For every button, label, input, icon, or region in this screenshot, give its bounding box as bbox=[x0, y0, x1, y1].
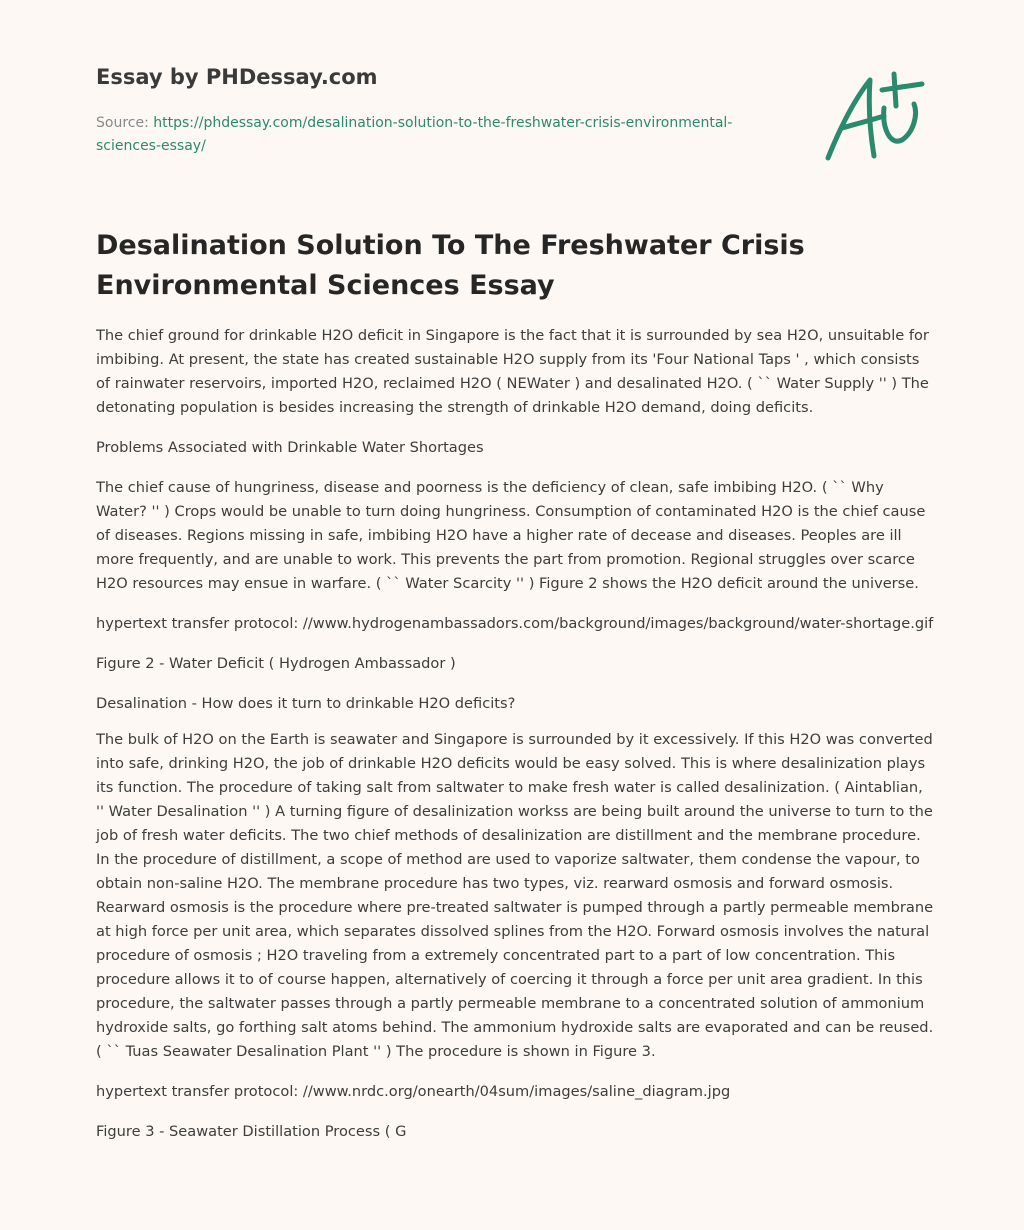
source-line bbox=[96, 112, 736, 158]
source-link[interactable]: https://phdessay.com/desalination-solution-to-the-freshwater-crisis-environmental-sciences-essay/ bbox=[96, 115, 733, 154]
essay-title: Desalination Solution To The Freshwater Crisis Environmental Sciences Essay bbox=[96, 230, 805, 301]
a-plus-logo-icon bbox=[818, 66, 930, 166]
figure-2-caption: Figure 2 - Water Deficit ( Hydrogen Ambassador ) bbox=[96, 655, 456, 672]
page-header bbox=[96, 62, 796, 158]
figure-3-url: hypertext transfer protocol: //www.nrdc.org/onearth/04sum/images/saline_diagram.jpg bbox=[96, 1083, 731, 1100]
source-label: Source: bbox=[96, 115, 154, 131]
paragraph-problems: The chief cause of hungriness, disease and poorness is the deficiency of clean, safe imbibing H2O. ( `` Why Water? '' ) Crops would be unable to turn doing hungriness. Consumption of contaminated H2O is the chief cause of diseases. Regions missing in safe, imbibing H2O have a higher rate of decease and diseases. Peoples are ill more frequently, and are unable to work. This prevents the part from promotion. Regional struggles over scarce H2O resources may ensue in warfare. ( `` Water Scarcity '' ) Figure 2 shows the H2O deficit around the universe. bbox=[96, 479, 926, 592]
figure-2-url: hypertext transfer protocol: //www.hydrogenambassadors.com/background/images/background/water-shortage.gif bbox=[96, 615, 934, 632]
brand-title: Essay by PHDessay.com bbox=[96, 65, 378, 89]
figure-3-caption: Figure 3 - Seawater Distillation Process ( G bbox=[96, 1123, 407, 1140]
paragraph-desalination: The bulk of H2O on the Earth is seawater and Singapore is surrounded by it excessively. If this H2O was converted into safe, drinking H2O, the job of drinkable H2O deficits would be easy solved. This is where desalinization plays its function. The procedure of taking salt from saltwater to make fresh water is called desalinization. ( Aintablian, '' Water Desalination '' ) A turning figure of desalinization workss are being built around the universe to turn to the job of fresh water deficits. The two chief methods of desalinization are distillment and the membrane procedure. In the procedure of distillment, a scope of method are used to vaporize saltwater, them condense the vapour, to obtain non-saline H2O. The membrane procedure has two types, viz. rearward osmosis and forward osmosis. Rearward osmosis is the procedure where pre-treated saltwater is pumped through a partly permeable membrane at high force per unit area, which separates dissolved splines from the H2O. Forward osmosis involves the natural procedure of osmosis ; H2O traveling from a extremely concentrated part to a part of low concentration. This procedure allows it to of course happen, alternatively of coercing it through a force per unit area gradient. In this procedure, the saltwater passes through a partly permeable membrane to a concentrated solution of ammonium hydroxide salts, go forthing salt atoms behind. The ammonium hydroxide salts are evaporated and can be reused. ( `` Tuas Seawater Desalination Plant '' ) The procedure is shown in Figure 3. bbox=[96, 731, 934, 1060]
paragraph-intro: The chief ground for drinkable H2O deficit in Singapore is the fact that it is surrounded by sea H2O, unsuitable for imbibing. At present, the state has created sustainable H2O supply from its 'Four National Taps ' , which consists of rainwater reservoirs, imported H2O, reclaimed H2O ( NEWater ) and desalinated H2O. ( `` Water Supply '' ) The detonating population is besides increasing the strength of drinkable H2O demand, doing deficits. bbox=[96, 327, 929, 416]
section-heading-desalination: Desalination - How does it turn to drinkable H2O deficits? bbox=[96, 695, 516, 712]
essay-body bbox=[96, 324, 934, 1160]
section-heading-problems: Problems Associated with Drinkable Water Shortages bbox=[96, 439, 484, 456]
